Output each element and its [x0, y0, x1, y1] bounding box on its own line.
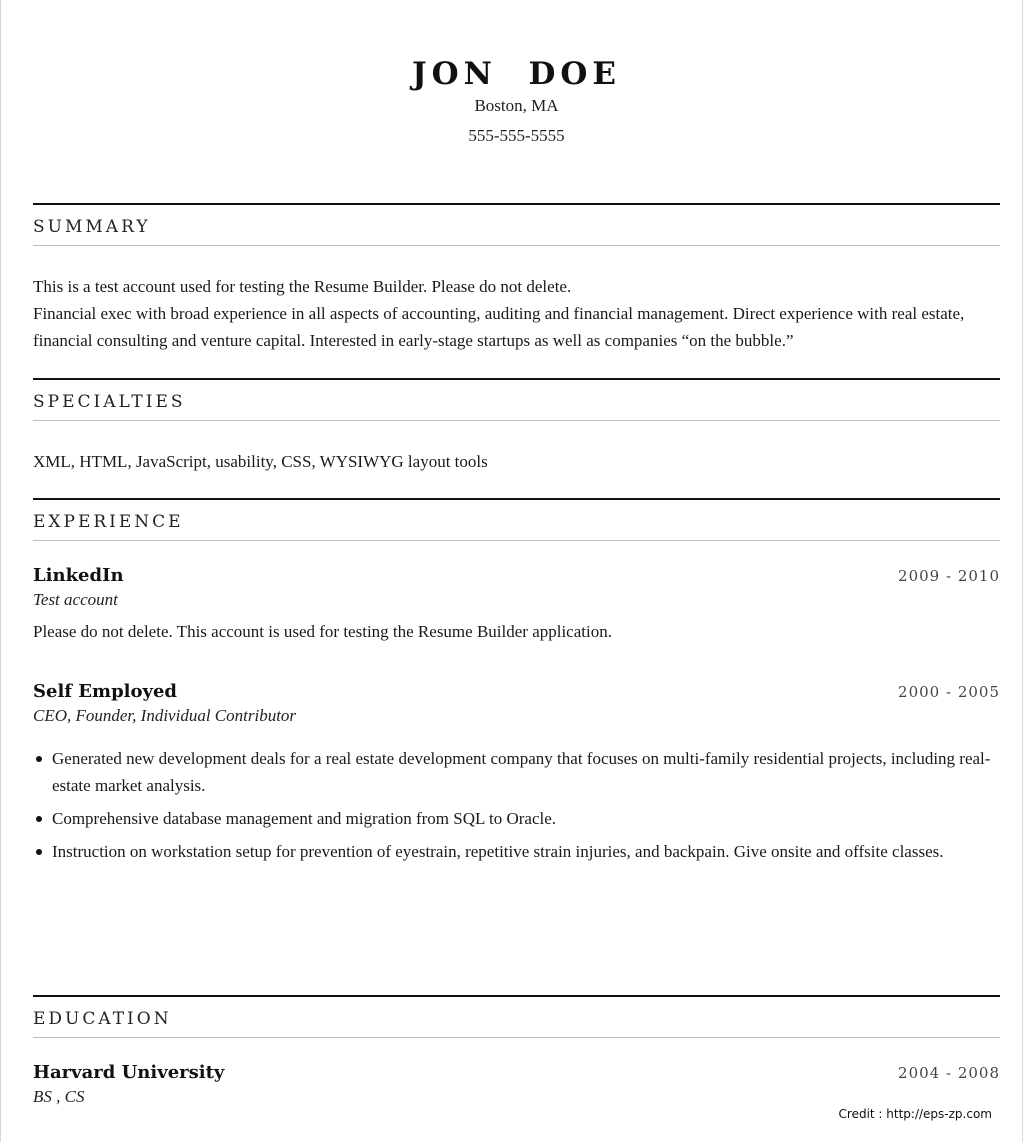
- summary-line: Financial exec with broad experience in all aspects of accounting, auditing and financial management. Direct experience with real estate, financial consulting and venture capital. Interested in early-stage startups as well as companies “on the bubble.”: [33, 304, 965, 350]
- specialties-heading: SPECIALTIES: [33, 380, 1000, 421]
- job-entry-linkedin: [33, 565, 1000, 645]
- resume-name: JON DOE: [411, 56, 622, 92]
- job-dates: 2009 - 2010: [898, 567, 1000, 585]
- job-company: LinkedIn: [33, 565, 124, 586]
- education-header: [33, 1062, 1000, 1083]
- job-role: Test account: [33, 590, 118, 609]
- education-section: [33, 995, 1000, 1110]
- list-item: [33, 805, 1000, 832]
- specialties-text: XML, HTML, JavaScript, usability, CSS, WYSIWYG layout tools: [33, 452, 488, 471]
- job-description: Please do not delete. This account is used for testing the Resume Builder application.: [33, 622, 612, 641]
- experience-heading: EXPERIENCE: [33, 500, 1000, 541]
- contact-city: Boston, MA: [474, 96, 559, 115]
- bullet-icon: [36, 816, 42, 822]
- list-item: [33, 745, 1000, 799]
- job-dates: 2000 - 2005: [898, 683, 1000, 701]
- bullet-icon: [36, 756, 42, 762]
- school-name: Harvard University: [33, 1062, 225, 1083]
- job-bullets: [33, 745, 1000, 865]
- summary-line: This is a test account used for testing the Resume Builder. Please do not delete.: [33, 277, 572, 296]
- list-item: [33, 838, 1000, 865]
- resume-page: [33, 0, 1000, 1106]
- education-heading: EDUCATION: [33, 997, 1000, 1038]
- specialties-section: [33, 378, 1000, 475]
- job-entry-self-employed: [33, 681, 1000, 865]
- experience-section: [33, 498, 1000, 871]
- bullet-text: Generated new development deals for a real estate development company that focuses on multi-family residential projects, including real-estate market analysis.: [52, 749, 991, 795]
- education-dates: 2004 - 2008: [898, 1064, 1000, 1082]
- summary-section: [33, 203, 1000, 354]
- bullet-text: Comprehensive database management and migration from SQL to Oracle.: [52, 809, 557, 828]
- job-role: CEO, Founder, Individual Contributor: [33, 706, 297, 725]
- contact-phone: 555-555-5555: [468, 126, 565, 145]
- job-company: Self Employed: [33, 681, 177, 702]
- education-entry: [33, 1062, 1000, 1110]
- job-header: [33, 565, 1000, 586]
- bullet-icon: [36, 849, 42, 855]
- degree: BS , CS: [33, 1087, 85, 1106]
- summary-text: [33, 273, 1000, 354]
- bullet-text: Instruction on workstation setup for prevention of eyestrain, repetitive strain injuries, and backpain. Give onsite and offsite classes.: [52, 842, 944, 861]
- job-header: [33, 681, 1000, 702]
- summary-heading: SUMMARY: [33, 205, 1000, 246]
- credit-link[interactable]: Credit : http://eps-zp.com: [838, 1107, 992, 1121]
